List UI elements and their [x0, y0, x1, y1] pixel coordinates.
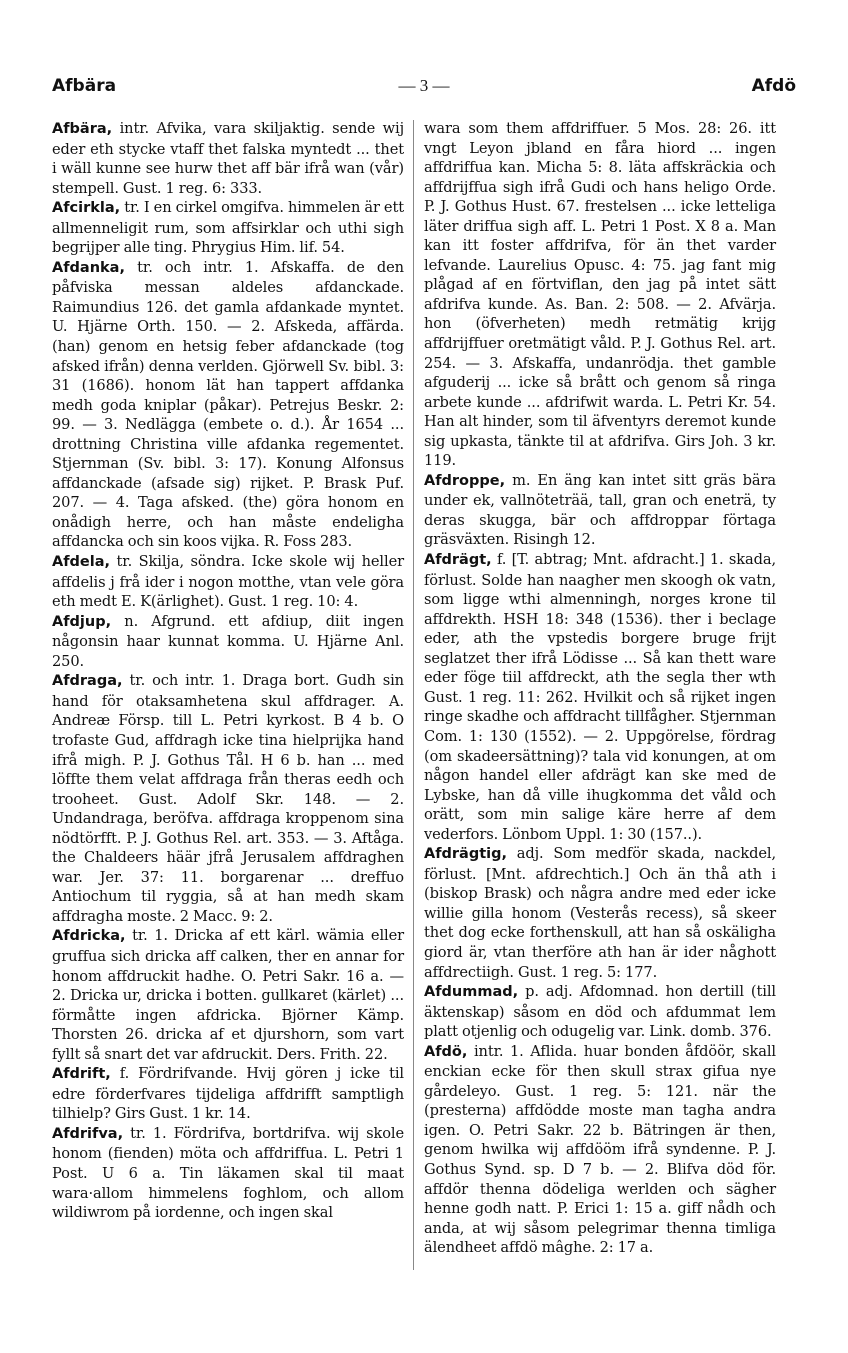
left-column — [52, 119, 404, 1223]
headword: Afdraga, — [52, 673, 123, 690]
entry — [424, 471, 776, 550]
headword: Afdjup, — [52, 613, 112, 630]
headword: Afdrägt, — [424, 552, 492, 569]
headword: Afdrägtig, — [424, 846, 508, 863]
headword: Afcirkla, — [52, 200, 121, 217]
entry-text: adj. Som medför skada, nackdel, förlust. [Mnt. afdrechtich.] Och än thå ath i (biskop Brask) och några andre med eder icke willie gilla honom (Vesterås recess), så skeer thet dog ecke forthenskull, att han så oskäligha giord är, vtan therföre ath han är ider någhott affdrectiigh. Gust. 1 reg. 5: 177. — [424, 845, 776, 981]
headword: Afdroppe, — [424, 472, 506, 489]
entry-text: f. Fördrifvande. Hvij gören j icke til edre förderfvares tijdeliga affdrifft samptligh tilhielp? Girs Gust. 1 kr. 14. — [52, 1065, 404, 1123]
entry — [52, 926, 404, 1064]
entry-text: tr. och intr. 1. Afskaffa. de den påfviska messan aldeles afdanckade. Raimundius 126. det gamla afdankade myntet. U. Hjärne Orth. 150. — 2. Afskeda, affärda. (han) genom en hetsig feber afdanckade (tog afsked ifrån) denna verlden. Gjörwell Sv. bibl. 3: 31 (1686). honom lät han tappert affdanka medh goda kniplar (påkar). Petrejus Beskr. 2: 99. — 3. Nedlägga (embete o. d.). År 1654 ... drottning Christina ville afdanka regementet. Stjernman (Sv. bibl. 3: 17). Konung Alfonsus affdanckade (afsade sig) rijket. P. Brask Puf. 207. — 4. Taga afsked. (the) göra honom en onådigh herre, och han måste endeligha affdancka och sin koos vijka. R. Foss 283. — [52, 258, 404, 551]
entry-text: m. En äng kan intet sitt gräs bära under ek, vallnöteträä, tall, gran och eneträ, ty deras skugga, bär och affdroppar förtaga gräsväxten. Risingh 12. — [424, 471, 776, 549]
entry — [424, 844, 776, 982]
entry-text: tr. 1. Fördrifva, bortdrifva. wij skole honom (fienden) möta och affdriffua. L. Petri 1 Post. U 6 a. Tin läkamen skal til maat wara·allom himmelens foghlom, och allom wildiwrom på iordenne, och ingen skal — [52, 1124, 405, 1222]
header-left-word: Afbära — [52, 76, 117, 96]
entry-text: tr. 1. Dricka af ett kärl. wämia eller gruffua sich dricka aff calken, ther en annar for honom affdruckit hadhe. O. Petri Sakr. 16 a. — 2. Dricka ur, dricka i botten. gullkaret (kärlet) ... förmåtte ingen afdricka. Björner Kämp. Thorsten 26. dricka af et djurshorn, som vart fyllt så snart det var afdruckit. Ders. Frith. 22. — [52, 927, 405, 1063]
entry-continuation — [424, 119, 776, 471]
headword: Afdummad, — [424, 984, 519, 1001]
entry — [424, 1042, 776, 1258]
entry — [52, 258, 404, 552]
headword: Afdricka, — [52, 928, 126, 945]
entry — [52, 119, 404, 198]
entry — [52, 1064, 404, 1124]
entry — [424, 550, 776, 844]
entry-text: p. adj. Afdomnad. hon dertill (till äktenskap) såsom en död och afdummat lem platt otjenlig och odugelig var. Link. domb. 376. — [424, 983, 776, 1041]
entry-text: n. Afgrund. ett afdiup, diit ingen någonsin haar kunnat komma. U. Hjärne Anl. 250. — [52, 612, 404, 670]
entry-text: intr. 1. Aflida. huar bonden åfdöör, skall enckian ecke för then skull strax gifua nye gårdeleyo. Gust. 1 reg. 5: 121. när the (presterna) affdödde moste man tagha andra igen. O. Petri Sakr. 22 b. Bätringen är then, genom hwilka wij affdööm ifrå syndenne. P. J. Gothus Synd. sp. D 7 b. — 2. Blifva död för. affdör thenna dödeliga werlden och sägher henne godh natt. P. Erici 1: 15 a. giff nådh och anda, at wij såsom pelegrimar thenna timliga älendheet affdö mâghe. 2: 17 a. — [424, 1042, 776, 1257]
entry — [52, 198, 404, 258]
entry — [52, 671, 404, 926]
right-column — [424, 119, 776, 1258]
headword: Afbära, — [52, 121, 113, 137]
column-divider — [413, 120, 414, 1270]
entry — [52, 552, 404, 612]
entry-text: intr. Afvika, vara skiljaktig. sende wij eder eth stycke vtaff thet falska myntedt ... thet i wäll kunne see hurw thet aff bär ifrå wan (vår) stempell. Gust. 1 reg. 6: 333. — [52, 120, 404, 197]
entry — [52, 1124, 404, 1223]
entry-text: tr. och intr. 1. Draga bort. Gudh sin hand för otaksamhetena skul affdrager. A. Andreæ Försp. till L. Petri kyrkost. B 4 b. O trofaste Gud, affdragh icke tina hielprijka hand ifrå migh. P. J. Gothus Tål. H 6 b. han ... med löffte them velat affdraga från theras eedh och trooheet. Gust. Adolf Skr. 148. — 2. Undandraga, beröfva. affdraga kroppenom sina nödtörfft. P. J. Gothus Rel. art. 353. — 3. Aftåga. the Chaldeers häär jfrå Jerusalem affdraghen war. Jer. 37: 11. borgarenar ... dreffuo Antiochum til ryggia, så at han medh skam affdragha moste. 2 Macc. 9: 2. — [52, 672, 404, 925]
entry-text: f. [T. abtrag; Mnt. afdracht.] 1. skada, förlust. Solde han naagher men skoogh ok vatn, som ligge wthi almenningh, norges krone til affdrekth. HSH 18: 348 (1536). ther i beclage eder, ath the vpstedis borgere bruge frijt seglatzet ther ifrå Lödisse ... Så kan thett ware eder föge tiil affdreckt, ath the segla ther wth Gust. 1 reg. 11: 262. Hvilkit och så rijket ingen ringe skadhe och affdracht tillfågher. Stjernman Com. 1: 130 (1552). — 2. Uppgörelse, fördrag (om skadeersättning)? tala vid konungen, at om någon handel eller afdrägt kan ske med de Lybske, han då ville ihugkomma det våld och orätt, som min salige käre herre af dem vederfors. Lönbom Uppl. 1: 30 (157..). — [424, 551, 776, 843]
entry-text: tr. I en cirkel omgifva. himmelen är ett allmenneligit rum, som affsirklar och uthi sigh begrijper alle ting. Phrygius Him. lif. 54. — [52, 199, 404, 257]
headword: Afdrift, — [52, 1066, 111, 1083]
entry-text: tr. Skilja, söndra. Icke skole wij heller affdelis j frå ider i nogon motthe, vtan vele göra eth medt E. K(ärlighet). Gust. 1 reg. 10: 4. — [52, 553, 404, 611]
headword: Afdela, — [52, 554, 111, 571]
entry — [424, 982, 776, 1042]
headword: Afdrifva, — [52, 1125, 124, 1142]
entry — [52, 612, 404, 672]
running-header — [52, 76, 796, 100]
header-right-word: Afdö — [751, 76, 796, 96]
page-number: — 3 — — [398, 76, 450, 95]
entry-text: wara som them affdriffuer. 5 Mos. 28: 26. itt vngt Leyon jbland en fåra hiord ... ingen affdriffua kan. Micha 5: 8. läta affskräckia och affdrijffua sigh ifrå Gudi och hans heligo Orde. P. J. Gothus Hust. 67. frestelsen ... icke letteliga läter driffua sigh aff. L. Petri 1 Post. X 8 a. Man kan itt foster affdrifva, för än thet varder lefvande. Laurelius Opusc. 4: 75. jag fant mig plågad af en förtviflan, den jag på intet sätt afdrifva kunde. As. Ban. 2: 508. — 2. Afvärja. hon (öfverheten) medh retmätig krijg affdrijffuer oretmätigt våld. P. J. Gothus Rel. art. 254. — 3. Afskaffa, undanrödja. thet gamble afguderij ... icke så brått och genom så ringa arbete kunde ... afdrifwit warda. L. Petri Kr. 54. Han alt hinder, som til äfventyrs deremot kunde sig upkasta, tänkte til at afdrifva. Girs Joh. 3 kr. 119. — [424, 120, 776, 470]
headword: Afdanka, — [52, 259, 125, 276]
headword: Afdö, — [424, 1043, 468, 1060]
